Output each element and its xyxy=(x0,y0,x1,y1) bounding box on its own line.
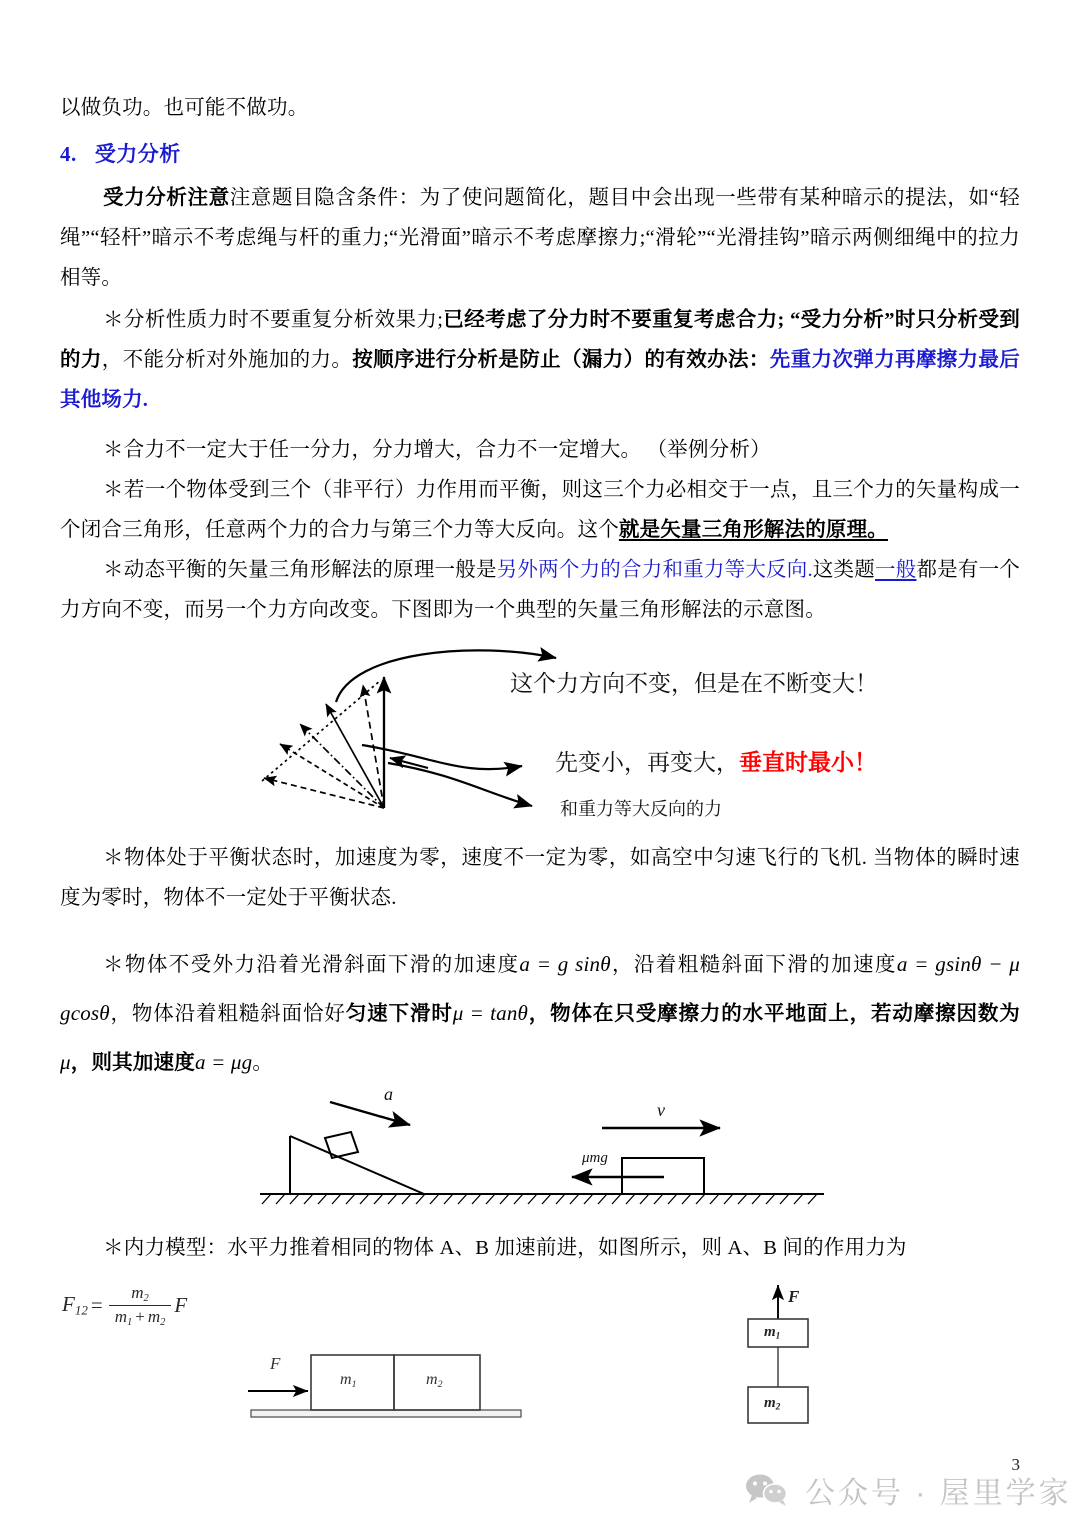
hanging-m2-label xyxy=(764,1395,780,1413)
formula-F12-den-right-sub: 2 xyxy=(160,1316,166,1328)
para7-seg3: ，物体沿着粗糙斜面恰好 xyxy=(109,1003,346,1025)
figure-incline-and-block xyxy=(252,1084,832,1213)
section-title: 受力分析 xyxy=(94,142,181,166)
two-blocks-m2-label xyxy=(426,1371,443,1390)
page-number: 3 xyxy=(1011,1455,1020,1474)
formula-a-mug: a = μg xyxy=(194,1050,253,1074)
paragraph-dynamic-equilibrium xyxy=(60,550,1020,630)
para4-seg2-underline: 就是矢量三角形解法的原理。 xyxy=(618,519,889,541)
section-heading xyxy=(60,138,181,168)
formula-F12-equals: = xyxy=(90,1292,103,1317)
two-blocks-m1-sub: 1 xyxy=(351,1378,357,1390)
formula-a-gsin-mu-gcos: a = gsinθ − μ gcosθ xyxy=(60,952,1020,1025)
paragraph-equilibrium-state xyxy=(60,838,1020,918)
para4-seg1: ＊若一个物体受到三个（非平行）力作用而平衡，则这三个力必相交于一点，且三个力的矢量构成一个闭合三角形，任意两个力的合力与第三个力等大反向。这个 xyxy=(60,479,1020,541)
para5-seg1: ＊动态平衡的矢量三角形解法的原理一般是 xyxy=(103,559,497,581)
para2-seg4-bold: 按顺序进行分析是防止（漏力）的有效办法： xyxy=(352,349,770,371)
continuation-line xyxy=(60,88,1020,128)
formula-a-gsin: a = g sinθ xyxy=(519,952,611,976)
vector-label-middle xyxy=(555,744,877,777)
vector-label-bottom xyxy=(560,795,722,821)
incline-accel-label xyxy=(384,1084,393,1105)
hanging-m1-label xyxy=(764,1324,780,1342)
continuation-text: 以做负功。也可能不做功。 xyxy=(60,97,309,119)
paragraph-resultant-force xyxy=(60,430,1020,470)
para2-seg1: ＊分析性质力时不要重复分析效果力; xyxy=(103,309,444,331)
para2-seg5-blue: 先重力次弹力再摩擦力最后其他场力. xyxy=(60,349,1021,411)
hanging-force-label-text: F xyxy=(788,1287,800,1306)
watermark-text: 公众号 · 屋里学家 xyxy=(805,1477,1072,1510)
formula-F12-numerator xyxy=(125,1283,155,1305)
paragraph-incline-acceleration xyxy=(60,940,1020,1087)
para1-bold-lead: 受力分析注意 xyxy=(103,187,230,209)
incline-accel-label-text: a xyxy=(384,1084,393,1104)
paragraph-analysis-order xyxy=(60,300,1020,420)
vector-label-top xyxy=(510,665,878,698)
para2-seg2-bold: 已经考虑了分力时不要重复考虑合力; “受力分析”时只分析受到的力 xyxy=(60,309,1020,371)
hanging-m1-sub: 1 xyxy=(775,1331,781,1342)
formula-F12 xyxy=(62,1283,187,1328)
figure-hanging-blocks xyxy=(720,1283,880,1433)
para7-seg4-bold: 匀速下滑时 xyxy=(345,1003,453,1025)
incline-velocity-label xyxy=(657,1100,665,1121)
incline-friction-label-text: μmg xyxy=(582,1150,608,1166)
two-blocks-m2-sub: 2 xyxy=(437,1378,443,1390)
section-number: 4. xyxy=(60,142,77,166)
formula-mu: μ xyxy=(60,1050,71,1074)
para5-seg4-blue-underline: 一般 xyxy=(875,559,917,581)
paragraph-three-force-equilibrium xyxy=(60,470,1020,550)
para3-text: ＊合力不一定大于任一分力，分力增大，合力不一定增大。 （举例分析） xyxy=(103,439,771,461)
para7-seg1: ＊物体不受外力沿着光滑斜面下滑的加速度 xyxy=(103,954,520,976)
para1-rest: 注意题目隐含条件：为了使问题简化，题目中会出现一些带有某种暗示的提法，如“轻绳”“轻杆”暗示不考虑绳与杆的重力;“光滑面”暗示不考虑摩擦力;“滑轮”“光滑挂钩”暗示两侧细绳中的拉力相等。 xyxy=(60,187,1020,289)
paragraph-internal-force-model xyxy=(60,1228,1020,1268)
para5-seg3: 这类题 xyxy=(812,559,875,581)
hanging-force-label xyxy=(788,1287,799,1307)
para6-text: ＊物体处于平衡状态时，加速度为零，速度不一定为零，如高空中匀速飞行的飞机. 当物体的瞬时速度为零时，物体不一定处于平衡状态. xyxy=(60,847,1020,909)
para7-seg6-bold: ，则其加速度 xyxy=(70,1052,195,1074)
vector-label-top-text: 这个力方向不变，但是在不断变大！ xyxy=(510,671,878,696)
para7-seg7: 。 xyxy=(252,1052,274,1074)
para7-seg5-bold: ，物体在只受摩擦力的水平地面上，若动摩擦因数为 xyxy=(528,1003,1021,1025)
incline-block-svg xyxy=(252,1088,832,1213)
wechat-icon xyxy=(745,1473,791,1507)
incline-velocity-label-text: v xyxy=(657,1100,665,1120)
vector-label-bottom-text: 和重力等大反向的力 xyxy=(560,799,722,819)
formula-F12-den-op: + xyxy=(135,1306,145,1326)
paragraph-force-analysis-note xyxy=(60,178,1020,298)
formula-F12-lhs-sym: F xyxy=(62,1292,75,1317)
two-blocks-m1-sym: m xyxy=(340,1371,352,1388)
formula-F12-den-right: m xyxy=(147,1306,161,1326)
formula-F12-fraction xyxy=(109,1283,172,1328)
formula-F12-den-left-sub: 1 xyxy=(126,1316,133,1328)
hanging-m1-sym: m xyxy=(764,1324,776,1340)
figure-vector-triangle xyxy=(240,645,880,830)
two-blocks-m1-label xyxy=(340,1371,357,1390)
para5-seg5: 都是有一个力方向不变，而另一个力方向改变。下图即为一个典型的矢量三角形解法的示意图。 xyxy=(60,559,1021,621)
two-blocks-force-label xyxy=(270,1354,280,1374)
para7-seg2: ，沿着粗糙斜面下滑的加速度 xyxy=(610,954,897,976)
two-blocks-svg xyxy=(248,1342,538,1437)
formula-F12-num-sym: m xyxy=(131,1283,144,1302)
hanging-blocks-svg xyxy=(720,1283,880,1433)
formula-F12-trailing: F xyxy=(174,1292,188,1317)
hanging-m2-sub: 2 xyxy=(775,1402,781,1413)
para8-text: ＊内力模型：水平力推着相同的物体 A、B 加速前进，如图所示，则 A、B 间的作用力为 xyxy=(103,1237,907,1259)
two-blocks-m2-sym: m xyxy=(426,1371,438,1388)
hanging-m2-sym: m xyxy=(764,1395,776,1411)
formula-F12-lhs-sub: 12 xyxy=(74,1302,88,1318)
formula-F12-denominator xyxy=(109,1305,172,1328)
two-blocks-force-label-text: F xyxy=(270,1354,281,1373)
formula-F12-num-sub: 2 xyxy=(143,1292,149,1304)
watermark xyxy=(745,1468,1072,1512)
figure-two-blocks xyxy=(248,1342,538,1437)
incline-friction-label xyxy=(582,1150,608,1167)
para2-seg3: ，不能分析对外施加的力。 xyxy=(101,349,353,371)
formula-F12-den-left: m xyxy=(114,1306,127,1326)
vector-label-mid-black: 先变小，再变大， xyxy=(555,750,739,775)
formula-F12-lhs xyxy=(62,1292,88,1319)
para5-seg2-blue: 另外两个力的合力和重力等大反向. xyxy=(496,559,813,581)
vector-label-mid-red: 垂直时最小！ xyxy=(739,750,877,775)
formula-mu-tan: μ = tanθ xyxy=(452,1001,529,1025)
